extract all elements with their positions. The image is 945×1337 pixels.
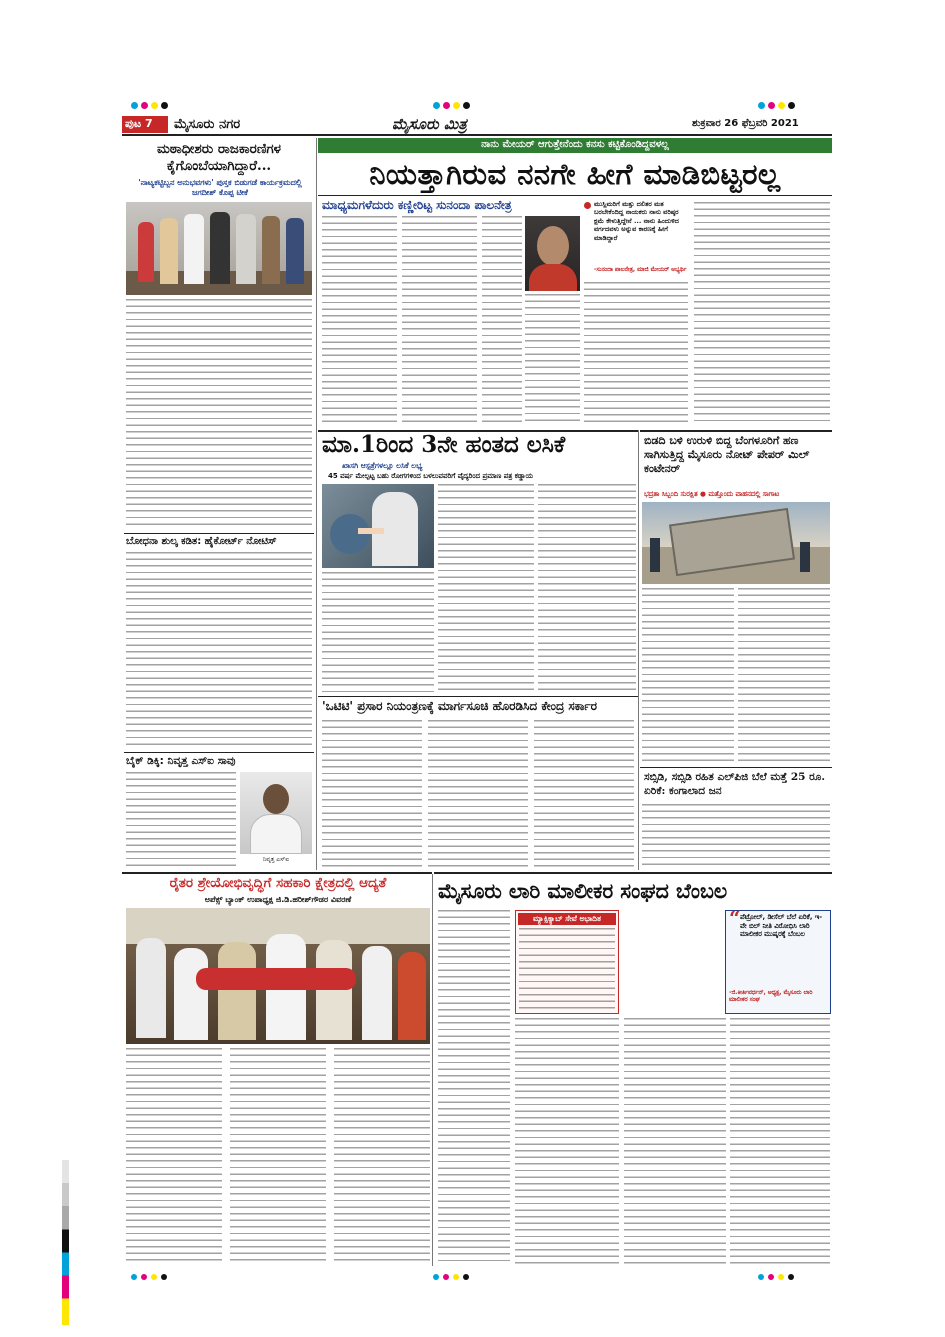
felicitation-photo [126,908,430,1044]
lorry-body-col-4 [730,1018,830,1266]
ott-body-col-3 [534,720,634,868]
registration-mark [131,1274,137,1280]
left-story-headline: ಮಠಾಧೀಶರು ರಾಜಕಾರಣಿಗಳ ಕೈಗೊಂಬೆಯಾಗಿದ್ದಾರೆ... [156,141,282,174]
lead-body-col-1 [322,216,397,426]
vaccine-body-col-3 [538,484,636,692]
left-story-body [126,299,312,529]
lead-quote-marker [584,202,591,209]
lorry-body-col-1 [438,910,510,1266]
color-strip [62,1160,69,1325]
coop-headline: ರೈತರ ಶ್ರೇಯೋಭಿವೃದ್ಧಿಗೆ ಸಹಕಾರಿ ಕ್ಷೇತ್ರದಲ್ಲಿ ಆದ್ಯತೆ [169,875,387,891]
registration-mark [151,102,158,109]
column-rule [638,430,639,870]
obituary-caption: ನಿವೃತ್ತ ಎಸ್‌ಐ [262,856,290,863]
container-body-col-1 [642,588,734,764]
bodhana-headline: ಬೋಧನಾ ಶುಲ್ಕ ಕಡಿತ: ಹೈಕೋರ್ಟ್ ನೋಟಿಸ್ [126,536,277,547]
lead-headline: ನಿಯತ್ತಾಗಿರುವ ನನಗೇ ಹೀಗೆ ಮಾಡಿಬಿಟ್ಟರಲ್ಲ [369,157,781,191]
container-headline: ಬಿಡದಿ ಬಳಿ ಉರುಳಿ ಬಿದ್ದ ಬೆಂಗಳೂರಿಗೆ ಹಣ ಸಾಗಿಸುತ್ತಿದ್ದ ಮೈಸೂರು ನೋಟ್ ಪೇಪರ್ ಮಿಲ್ ಕಂಟೇನರ್ [644,434,810,475]
bike-body [126,772,236,867]
divider [640,430,832,432]
registration-mark [141,1274,147,1280]
registration-mark [768,1274,774,1280]
registration-mark [453,1274,459,1280]
lead-body-col-4 [525,294,580,426]
registration-mark [433,102,440,109]
vaccine-subheadline: ಖಾಸಗಿ ಆಸ್ಪತ್ರೆಗಳಲ್ಲೂ ಲಸಿಕೆ ಲಭ್ಯ [342,461,423,470]
divider [434,872,832,874]
coop-subheadline: ಅಪೆಕ್ಸ್ ಬ್ಯಾಂಕ್ ಉಪಾಧ್ಯಕ್ಷ ಜಿ.ಡಿ.ಹರೀಶ್‌ಗೌಡರ ವಿವರಣೆ [204,895,352,904]
lorry-quote-attribution: -ಜಿ.ಕೀರ್ತಿವರ್ಧನ್, ಅಧ್ಯಕ್ಷ, ಮೈಸೂರು ಲಾರಿ ಮಾಲೀಕರ ಸಂಘ [729,990,813,1003]
ott-headline: 'ಒಟಿಟಿ' ಪ್ರಸಾರ ನಿಯಂತ್ರಣಕ್ಕೆ ಮಾರ್ಗಸೂಚಿ ಹೊರಡಿಸಿದ ಕೇಂದ್ರ ಸರ್ಕಾರ [322,699,597,713]
divider [124,533,314,534]
maxicab-box-title: ಮ್ಯಾಕ್ಸಿಕ್ಯಾಬ್ ಸೇವೆ ಅಭಾದಿತ [518,913,616,925]
registration-mark [131,102,138,109]
overturned-container-photo [642,502,830,584]
divider [640,767,832,768]
lorry-quote: ಪೆಟ್ರೋಲ್, ಡೀಸೆಲ್ ಬೆಲೆ ಏರಿಕೆ, ಇ-ವೇ ಬಿಲ್ ನೀತಿ ವಿರೋಧಿಸಿ ಲಾರಿ ಮಾಲೀಕರ ಮುಷ್ಕರಕ್ಕೆ ಬೆಂಬಲ [740,913,823,939]
registration-mark [141,102,148,109]
registration-mark [453,102,460,109]
book-release-photo [126,202,312,295]
vaccination-photo [322,484,434,568]
lpg-headline: ಸಬ್ಸಿಡಿ, ಸಬ್ಸಿಡಿ ರಹಿತ ಎಲ್‌ಪಿಜಿ ಬೆಲೆ ಮತ್ತೆ 25 ರೂ. ಏರಿಕೆ: ಕಂಗಾಲಾದ ಜನ [644,771,826,797]
vaccine-headline: ಮಾ.1ರಿಂದ 3ನೇ ಹಂತದ ಲಸಿಕೆ [322,431,566,458]
registration-mark [758,1274,764,1280]
section-title: ಮೈಸೂರು ನಗರ [174,117,241,132]
newspaper-page [122,116,832,1266]
registration-mark [778,102,785,109]
lorry-body-col-3 [624,1018,726,1266]
vaccine-body-col-2 [438,484,534,692]
lead-body-col-2 [402,216,477,426]
registration-mark [161,1274,167,1280]
lead-body-col-6 [694,202,830,426]
lorry-headline: ಮೈಸೂರು ಲಾರಿ ಮಾಲೀಕರ ಸಂಘದ ಬೆಂಬಲ [438,879,728,903]
bodhana-body [126,552,312,749]
registration-mark [463,1274,469,1280]
divider [318,195,832,196]
registration-mark [768,102,775,109]
vaccine-bullet: 45 ವರ್ಷ ಮೇಲ್ಪಟ್ಟ ಬಹು ರೋಗಗಳಿಂದ ಬಳಲುವವರಿಗೆ ವೈದ್ಯರಿಂದ ಪ್ರಮಾಣ ಪತ್ರ ಕಡ್ಡಾಯ [328,472,534,480]
registration-mark [778,1274,784,1280]
bike-headline: ಬೈಕ್ ಡಿಕ್ಕಿ: ನಿವೃತ್ತ ಎಸ್‌ಐ ಸಾವು [126,755,236,767]
registration-mark [443,1274,449,1280]
ott-body-col-1 [322,720,422,868]
lead-kicker: ನಾನು ಮೇಯರ್ ಆಗುತ್ತೇನೆಂದು ಕನಸು ಕಟ್ಟಿಕೊಂಡಿದ್ದವಳಲ್ಲ [481,139,669,150]
registration-mark [758,102,765,109]
maxicab-box-body [519,928,615,1010]
registration-mark [151,1274,157,1280]
registration-mark [161,102,168,109]
coop-body-col-1 [126,1048,222,1266]
paper-name: ಮೈಸೂರು ಮಿತ್ರ [392,115,467,133]
lorry-body-col-2 [515,1018,619,1266]
page-number: ಪುಟ 7 [125,117,153,130]
registration-mark [788,102,795,109]
divider [122,872,432,874]
registration-mark [788,1274,794,1280]
lead-body-col-5 [584,282,688,426]
registration-mark [433,1274,439,1280]
masthead-rule [122,134,832,136]
obituary-photo [240,772,312,854]
vaccine-body-col-1 [322,572,434,692]
lead-quote-attribution: -ಸುನಂದಾ ಪಾಲನೇತ್ರ, ಮಾಜಿ ಮೇಯರ್ ಅಭ್ಯರ್ಥಿ [594,267,687,273]
lead-quote: ಮುಸ್ಲಿಮರಿಗೆ ಮತ್ತು ದಲಿತರ ಮತ ಬರಬೇಕೆಂದಿದ್ದ ನಾಯಕರು ನಾನು ವರಿಷ್ಠರ ಕ್ಷಮೆ ಕೇಳುತ್ತಿದ್ದೇನೆ ... ನಾನು ಹಿಂದುಳಿದ ವರ್ಗದವಳು ಅನ್ನುವ ಕಾರಣಕ್ಕೆ ಹೀಗೆ ಮಾಡಿದ್ದಾರೆ [594,200,679,242]
left-story-subheadline: 'ನಾಟ್ಯಕಟ್ಟಿಬ್ಬನ ಅನುಭವಗಳು' ಪುಸ್ತಕ ಬಿಡುಗಡೆ ಕಾರ್ಯಕ್ರಮದಲ್ಲಿ ಜಗದೀಶ್ ಕೊಪ್ಪ ಟೀಕೆ [138,178,302,197]
coop-body-col-2 [230,1048,326,1266]
container-subheadline: ಭದ್ರತಾ ಸಿಬ್ಬಂದಿ ಸುರಕ್ಷಿತ ● ಮತ್ತೊಂದು ವಾಹನದಲ್ಲಿ ಸಾಗಾಟ [644,490,780,498]
column-rule [316,138,317,870]
column-rule [432,874,433,1266]
divider [124,752,314,753]
lorry-quote-mark: “ [729,906,741,930]
container-body-col-2 [738,588,830,764]
lead-body-col-3 [482,216,522,426]
registration-mark [463,102,470,109]
sunanda-portrait [525,216,580,291]
lpg-body [642,804,830,868]
ott-body-col-2 [428,720,528,868]
lead-subheadline: ಮಾಧ್ಯಮಗಳೆದುರು ಕಣ್ಣೀರಿಟ್ಟ ಸುನಂದಾ ಪಾಲನೇತ್ರ [322,198,512,212]
issue-date: ಶುಕ್ರವಾರ 26 ಫೆಬ್ರವರಿ 2021 [692,118,799,129]
registration-mark [443,102,450,109]
divider [318,696,638,697]
coop-body-col-3 [334,1048,430,1266]
